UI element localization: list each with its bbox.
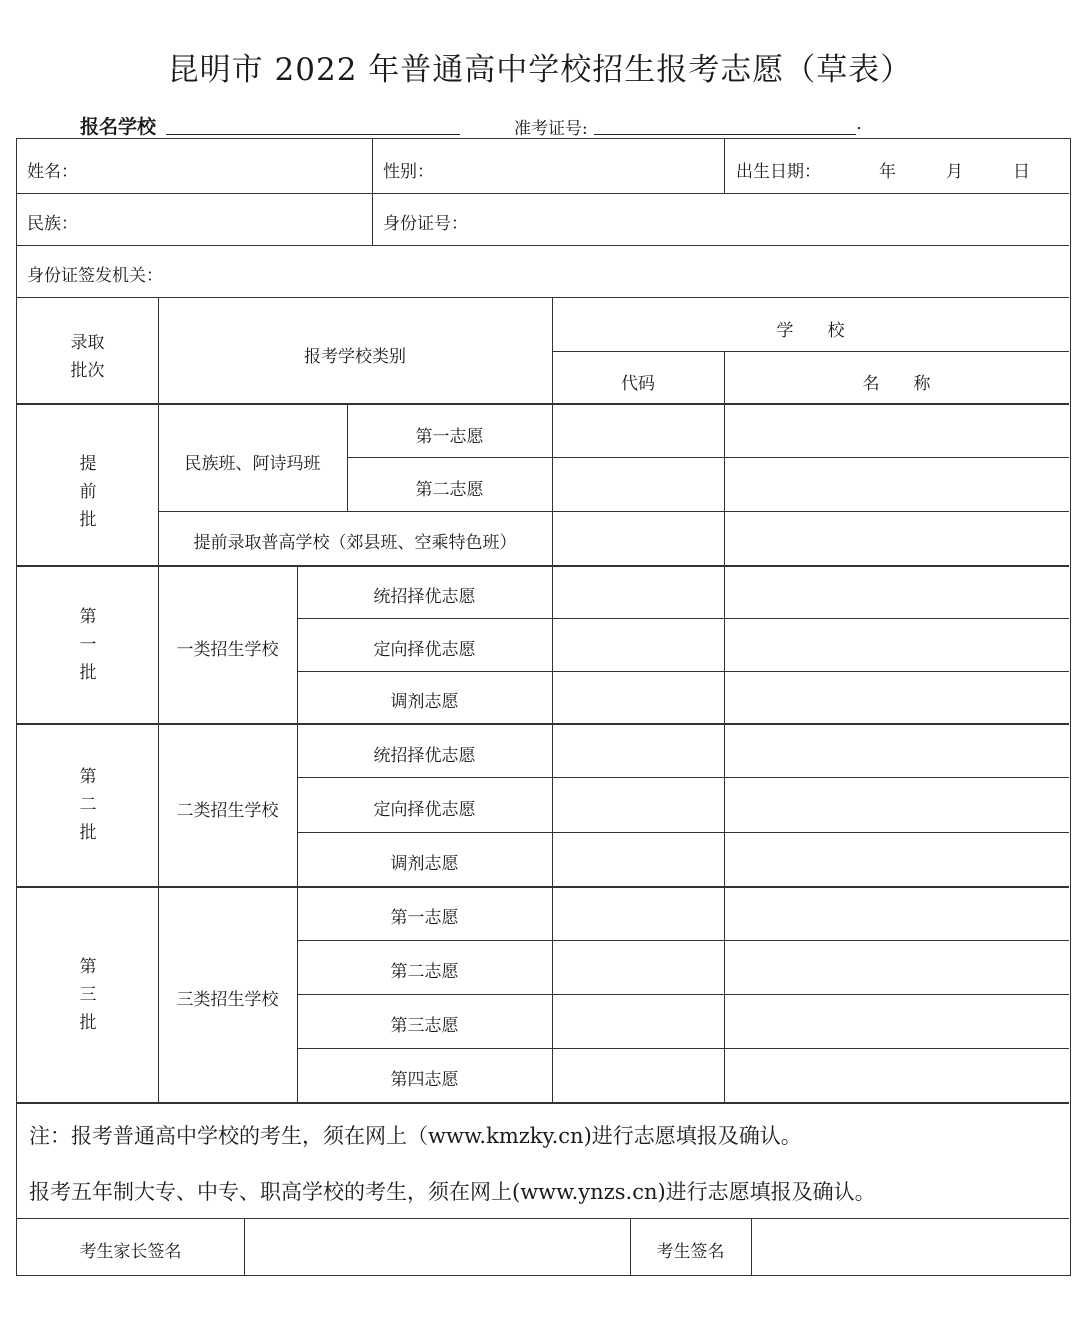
row-line (158, 511, 1069, 512)
section-line (17, 403, 1069, 405)
batch1-choice-3: 调剂志愿 (390, 692, 459, 712)
divider (724, 565, 725, 723)
early-special-label: 提前录取普高学校（郊县班、空乘特色班） (193, 533, 517, 553)
exam-no-label: 准考证号: (514, 119, 588, 139)
divider (244, 1218, 245, 1276)
exam-no-end: . (856, 113, 862, 134)
application-form (16, 138, 1071, 1276)
batch1-category: 一类招生学校 (176, 640, 279, 660)
parent-signature-label: 考生家长签名 (79, 1242, 182, 1262)
id-issuer-label: 身份证签发机关： (27, 266, 163, 286)
row-line (297, 618, 1069, 619)
id-no-label: 身份证号： (383, 214, 468, 234)
divider (724, 139, 725, 193)
batch2-choice-2: 定向择优志愿 (373, 800, 476, 820)
gender-label: 性别： (383, 162, 434, 182)
batch3-category: 三类招生学校 (176, 990, 279, 1010)
batch3-choice-1: 第一志愿 (390, 908, 459, 928)
batch2-label: 第 二 批 (79, 767, 97, 843)
school-label: 报名学校 (80, 116, 157, 138)
batch1-choice-2: 定向择优志愿 (373, 640, 476, 660)
row-line (17, 245, 1069, 246)
code-header: 代码 (621, 374, 655, 394)
school-header: 学 校 (776, 321, 845, 341)
divider (751, 1218, 752, 1276)
batch3-label: 第 三 批 (79, 957, 97, 1033)
batch1-label: 第 一 批 (79, 607, 97, 683)
row-line (297, 671, 1069, 672)
note-line-2: 报考五年制大专、中专、职高学校的考生，须在网上(www.ynzs.cn)进行志愿填报及确认。 (29, 1180, 876, 1204)
row-line (17, 193, 1069, 194)
divider (724, 723, 725, 886)
category-header: 报考学校类别 (304, 347, 406, 367)
birth-year: 年 (879, 162, 896, 182)
batch3-choice-3: 第三志愿 (390, 1016, 459, 1036)
batch2-choice-3: 调剂志愿 (390, 854, 459, 874)
section-line (17, 723, 1069, 725)
divider (552, 403, 553, 565)
batch3-choice-4: 第四志愿 (390, 1070, 459, 1090)
early-batch-label: 提 前 批 (79, 454, 97, 530)
school-name-header: 名 称 (862, 374, 931, 394)
birth-day: 日 (1013, 162, 1030, 182)
section-line (17, 1102, 1069, 1104)
early-choice-2: 第二志愿 (415, 480, 484, 500)
row-line (297, 832, 1069, 833)
early-group-label: 民族班、阿诗玛班 (184, 454, 321, 474)
batch-header-line1: 录取 (70, 333, 105, 353)
exam-no-field[interactable] (594, 134, 856, 135)
row-line (297, 1048, 1069, 1049)
section-line (17, 886, 1069, 888)
row-line (297, 777, 1069, 778)
row-line (297, 994, 1069, 995)
row-line (347, 457, 1069, 458)
student-signature-label: 考生签名 (656, 1242, 725, 1262)
early-choice-1: 第一志愿 (415, 427, 484, 447)
divider (552, 565, 553, 723)
divider (724, 403, 725, 565)
batch1-choice-1: 统招择优志愿 (373, 587, 476, 607)
divider (552, 723, 553, 886)
note-line-1: 注：报考普通高中学校的考生，须在网上（www.kmzky.cn)进行志愿填报及确认。 (29, 1124, 802, 1148)
ethnicity-label: 民族： (27, 214, 78, 234)
divider (372, 139, 373, 245)
name-label: 姓名： (27, 162, 78, 182)
batch3-choice-2: 第二志愿 (390, 962, 459, 982)
row-line (297, 940, 1069, 941)
birth-label: 出生日期： (736, 162, 821, 182)
page-title: 昆明市 2022 年普通高中学校招生报考志愿（草表） (167, 52, 913, 88)
section-line (17, 565, 1069, 567)
batch2-category: 二类招生学校 (176, 801, 279, 821)
school-field[interactable] (166, 134, 460, 135)
batch2-choice-1: 统招择优志愿 (373, 746, 476, 766)
row-line (17, 297, 1069, 298)
batch-header-line2: 批次 (70, 361, 105, 381)
row-line (17, 1218, 1069, 1219)
row-line (552, 351, 1069, 352)
birth-month: 月 (946, 162, 963, 182)
